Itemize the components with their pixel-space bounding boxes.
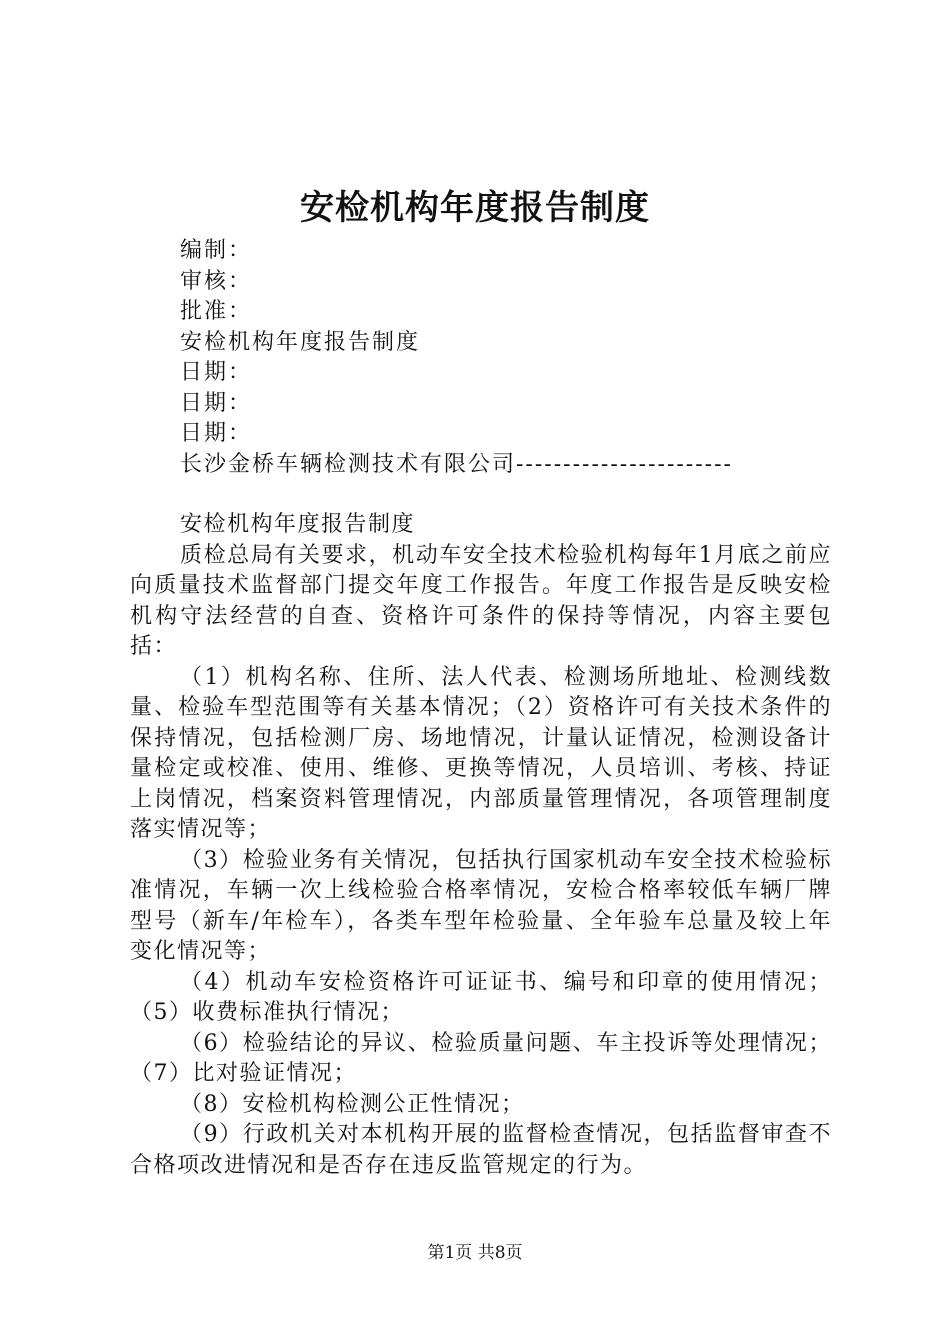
paragraph-item-9: （9）行政机关对本机构开展的监督检查情况，包括监督审查不合格项改进情况和是否存在违反监管规定的行为。 — [130, 1122, 832, 1178]
meta-line-reviewer: 审核： — [180, 268, 253, 294]
page-number-footer: 第1页 共8页 — [427, 1243, 523, 1263]
paragraph-item-1-2: （1）机构名称、住所、法人代表、检测场所地址、检测线数量、检验车型范围等有关基本情况；（2）资格许可有关技术条件的保持情况，包括检测厂房、场地情况，计量认证情况，检测设备计量检定或校准、使用、维修、更换等情况，人员培训、考核、持证上岗情况，档案资料管理情况，内部质量管理情况，各项管理制度落实情况等； — [130, 664, 832, 842]
paragraph-intro: 质检总局有关要求，机动车安全技术检验机构每年1月底之前应向质量技术监督部门提交年度工作报告。年度工作报告是反映安检机构守法经营的自查、资格许可条件的保持等情况，内容主要包括： — [130, 542, 832, 659]
document-title: 安检机构年度报告制度 — [300, 188, 650, 228]
paragraph-item-4-5: （4）机动车安检资格许可证证书、编号和印章的使用情况；（5）收费标准执行情况； — [130, 969, 832, 1025]
document-body — [130, 510, 832, 1181]
meta-line-date-3: 日期： — [180, 421, 253, 446]
document-meta-block — [180, 236, 880, 480]
paragraph-item-3: （3）检验业务有关情况，包括执行国家机动车安全技术检验标准情况，车辆一次上线检验合格率情况，安检合格率较低车辆厂牌型号（新车/年检车），各类车型年检验量、全年验车总量及较上年变化情况等； — [130, 847, 832, 964]
meta-line-date-2: 日期： — [180, 390, 253, 416]
paragraph-item-8: （8）安检机构检测公正性情况； — [180, 1091, 525, 1117]
meta-line-company: 长沙金桥车辆检测技术有限公司----------------------- — [180, 451, 733, 477]
section-title: 安检机构年度报告制度 — [180, 512, 416, 537]
paragraph-item-6-7: （6）检验结论的异议、检验质量问题、车主投诉等处理情况；（7）比对验证情况； — [130, 1030, 832, 1086]
meta-line-doc-name: 安检机构年度报告制度 — [180, 329, 421, 355]
meta-line-approver: 批准： — [180, 299, 253, 324]
meta-line-compiler: 编制： — [180, 238, 253, 263]
meta-line-date-1: 日期： — [180, 360, 253, 385]
